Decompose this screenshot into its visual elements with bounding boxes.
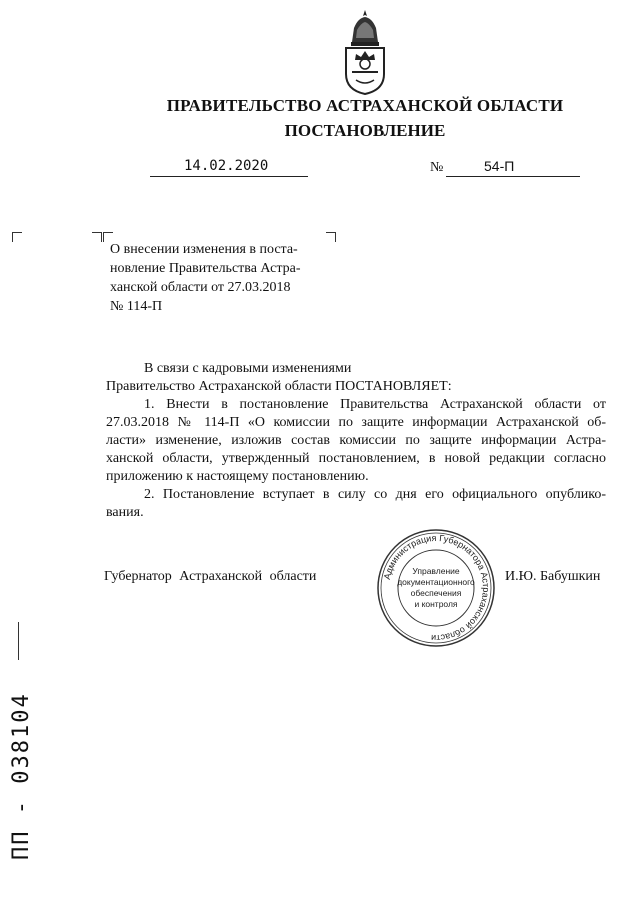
coat-of-arms-icon: [338, 8, 392, 96]
official-stamp: [376, 528, 496, 648]
body-line: Правительство Астраханской области ПОСТАНОВЛЯЕТ:: [106, 379, 452, 394]
number-underline: [446, 176, 580, 177]
document-number: 54-П: [484, 158, 515, 174]
document-body: [106, 360, 606, 522]
margin-line: [18, 622, 19, 660]
stamp-ring-text: Администрация Губернатора Астраханской области: [381, 532, 492, 644]
document-subject: [110, 240, 333, 316]
subject-line: № 114-П: [110, 299, 163, 314]
corner-mark: [12, 232, 22, 242]
body-line: 1. Внести в постановление Правительства Астраханской области от: [144, 397, 606, 412]
stamp-center-line: и контроля: [414, 599, 458, 609]
body-line: вания.: [106, 505, 144, 520]
body-line: В связи с кадровыми изменениями: [144, 361, 352, 376]
number-label: №: [430, 160, 444, 175]
subject-line: ханской области от 27.03.2018: [110, 280, 291, 295]
stamp-center-line: документационного: [397, 577, 475, 587]
body-line: 27.03.2018 № 114-П «О комиссии по защите информации Астраханской об-: [106, 415, 606, 430]
document-type: ПОСТАНОВЛЕНИЕ: [284, 121, 446, 140]
side-code-text: ПП - 038104: [9, 692, 34, 860]
subject-line: О внесении изменения в поста-: [110, 242, 298, 257]
corner-mark: [92, 232, 102, 242]
date-underline: [150, 176, 308, 177]
document-date: 14.02.2020: [184, 158, 269, 174]
signatory-name: И.Ю. Бабушкин: [505, 569, 601, 584]
body-line: приложению к настоящему постановлению.: [106, 469, 369, 484]
organization-name: ПРАВИТЕЛЬСТВО АСТРАХАНСКОЙ ОБЛАСТИ: [166, 96, 564, 115]
side-registration-code: [2, 692, 38, 860]
stamp-center-line: Управление: [412, 566, 460, 576]
subject-line: новление Правительства Астра-: [110, 261, 301, 276]
signatory-title: Губернатор Астраханской области: [104, 569, 317, 584]
body-line: ханской области, утвержденный постановлением, в новой редакции согласно: [106, 451, 606, 466]
stamp-center-line: обеспечения: [410, 588, 462, 598]
body-line: ласти» изменение, изложив состав комиссии по защите информации Астра-: [106, 433, 606, 448]
body-line: 2. Постановление вступает в силу со дня его официального опублико-: [144, 487, 606, 502]
